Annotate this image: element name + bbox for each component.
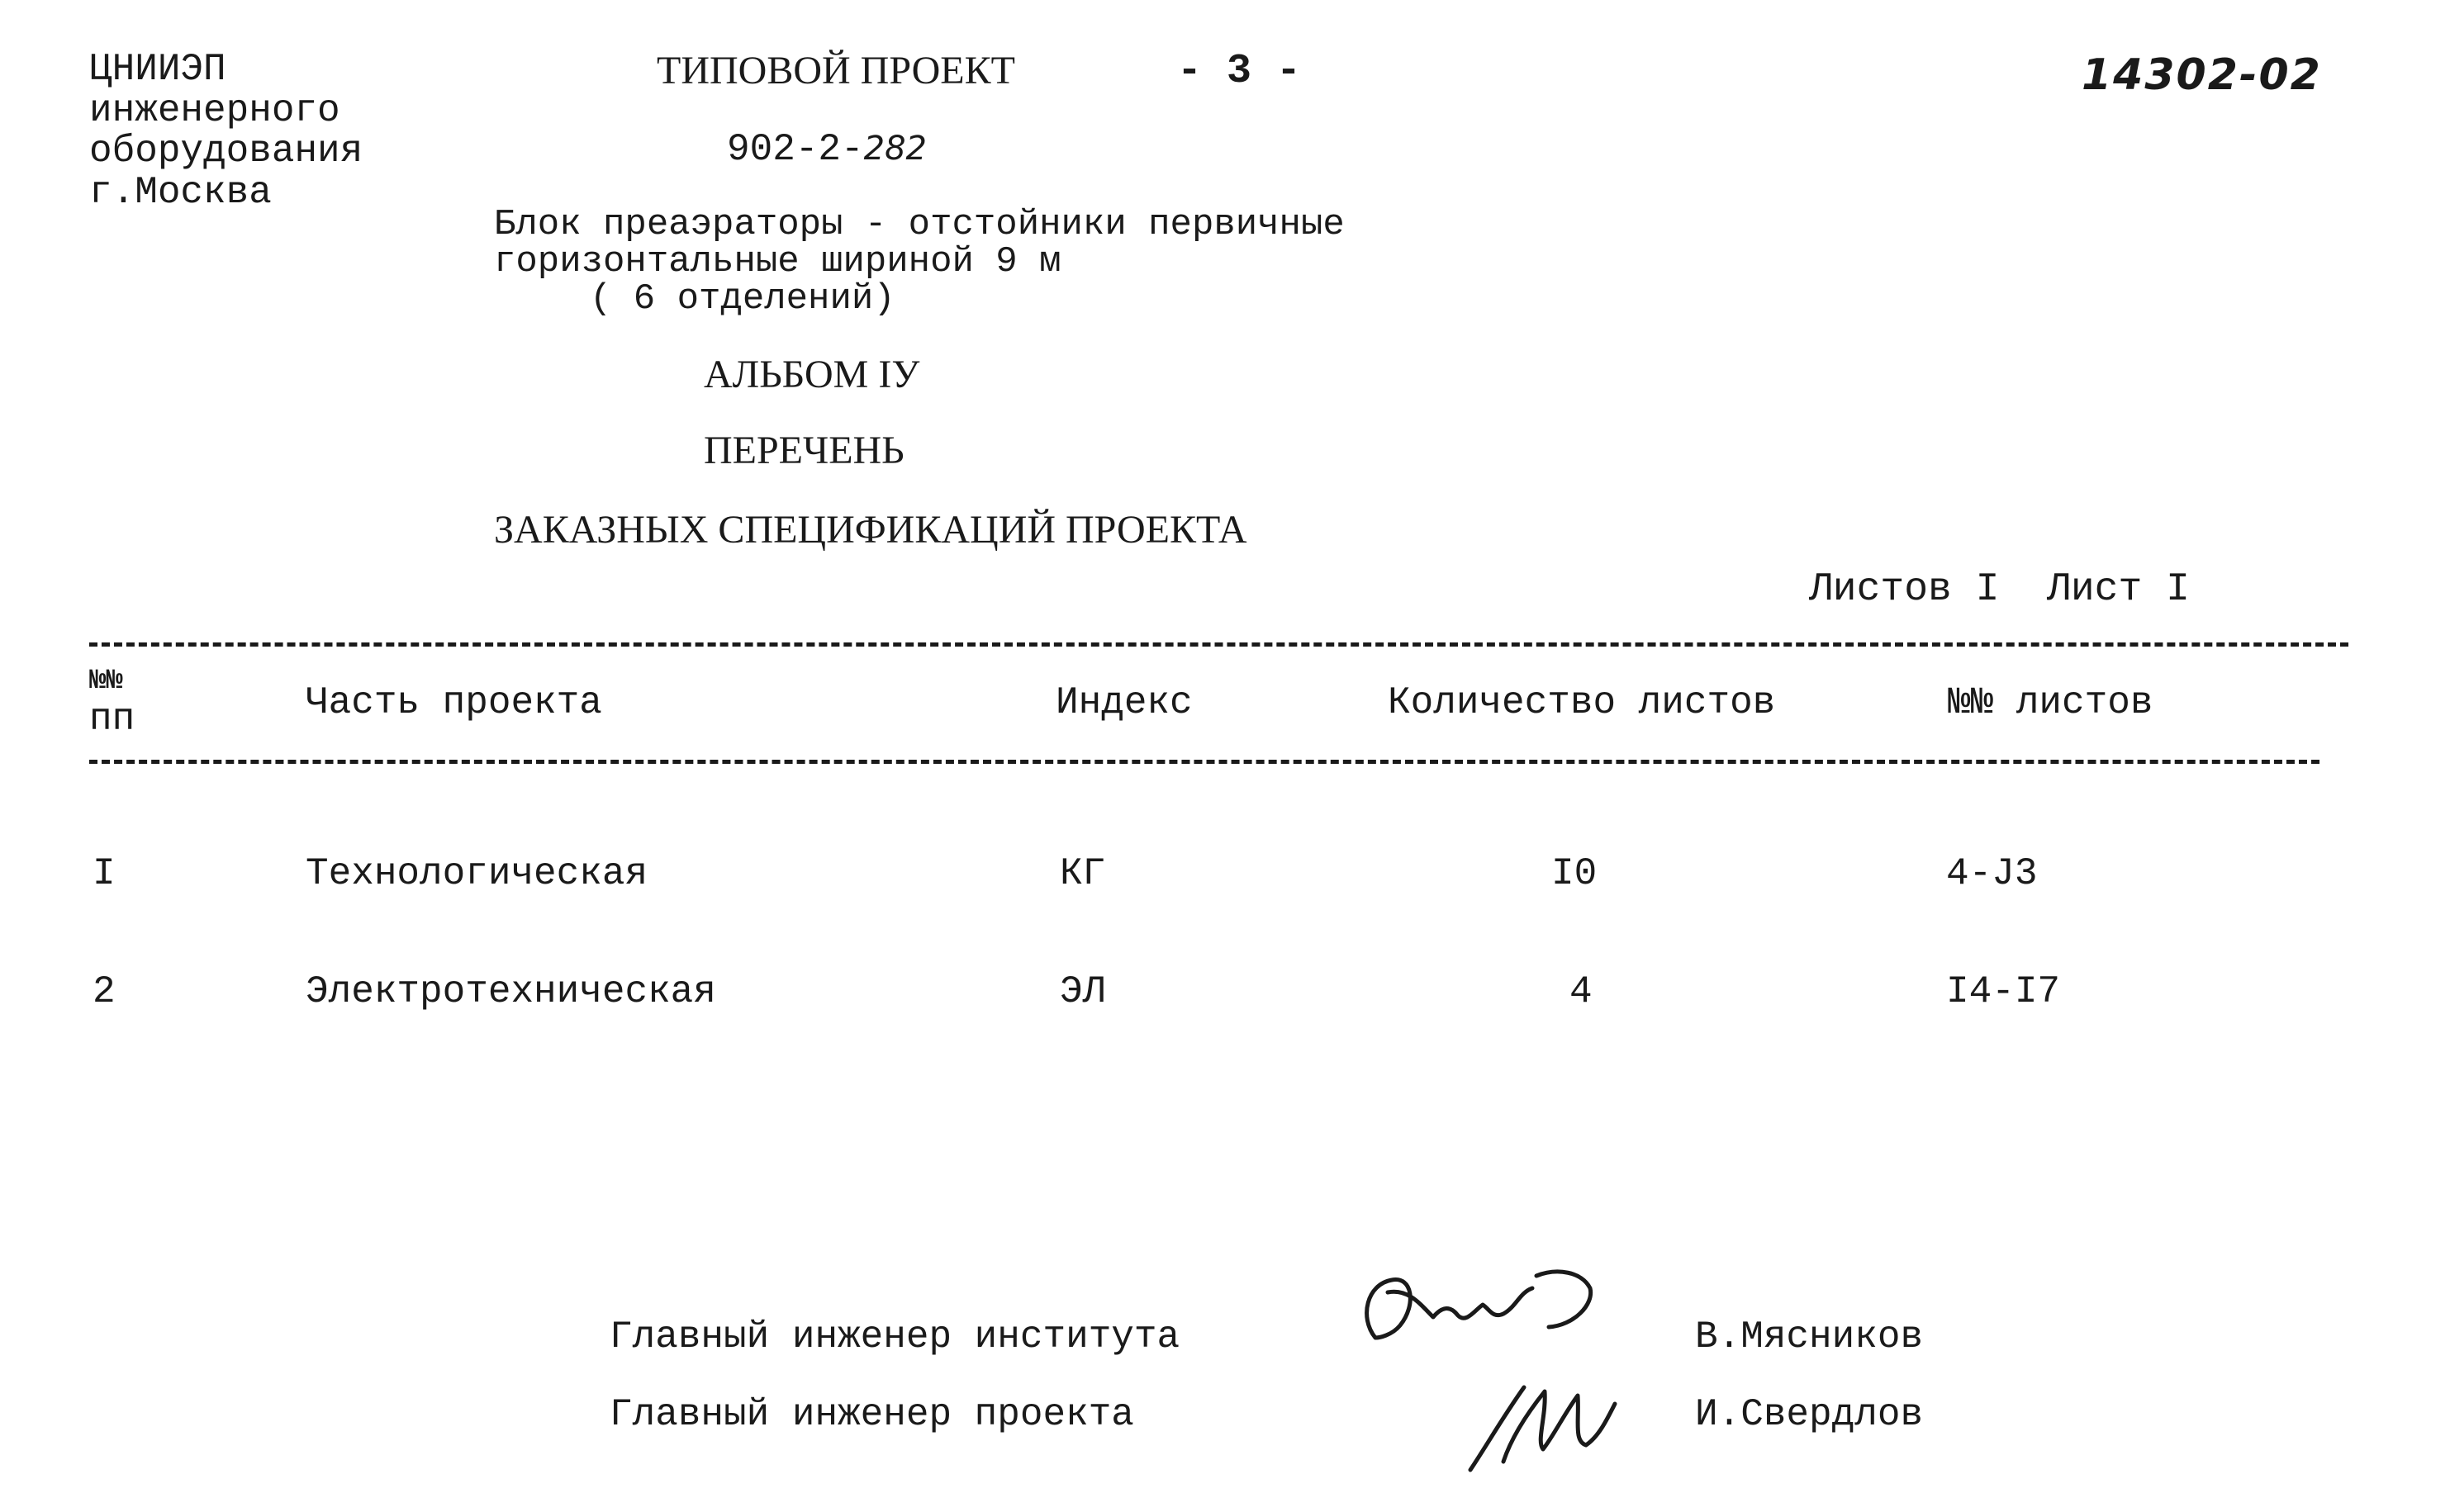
row-1-sheets: 4-J3	[1946, 852, 2038, 895]
table-header-rule	[89, 760, 2319, 764]
project-number-handwritten: 282	[863, 130, 927, 168]
signature-2-name: И.Свердлов	[1695, 1393, 1924, 1436]
table-top-rule	[89, 642, 2348, 647]
row-1-index: КГ	[1060, 852, 1106, 895]
signature-1-name: В.Мясников	[1695, 1315, 1924, 1358]
project-number	[727, 128, 927, 171]
row-1-num: I	[93, 852, 116, 895]
album-title: АЛЬБОМ IУ	[704, 353, 920, 396]
row-1-part: Технологическая	[306, 852, 648, 895]
sheets-info: Листов I Лист I	[1809, 567, 2190, 612]
header-part: Часть проекта	[306, 681, 602, 724]
organization	[89, 50, 363, 214]
header-num-line-1: №№	[89, 666, 123, 697]
org-line-4: г.Москва	[89, 171, 272, 215]
row-1-count: I0	[1551, 852, 1598, 895]
description-line-3: ( 6 отделений)	[590, 277, 895, 320]
description-line-1: Блок преаэраторы - отстойники первичные	[494, 204, 1345, 245]
row-2-part: Электротехническая	[306, 970, 716, 1013]
org-line-1: ЦНИИЭП	[89, 48, 226, 91]
header-sheets: №№ листов	[1948, 681, 2153, 724]
signature-2-role: Главный инженер проекта	[610, 1393, 1134, 1436]
header-count: Количество листов	[1388, 681, 1776, 724]
header-num	[89, 666, 135, 741]
row-2-num: 2	[93, 970, 116, 1013]
org-line-3: оборудования	[89, 130, 363, 173]
description	[494, 206, 1345, 318]
project-type: ТИПОВОЙ ПРОЕКТ	[657, 49, 1015, 92]
header-num-line-2: пп	[89, 698, 135, 741]
project-number-printed: 902-2-	[727, 128, 864, 171]
row-2-index: ЭЛ	[1060, 970, 1106, 1013]
row-2-count: 4	[1569, 970, 1593, 1013]
header-index: Индекс	[1056, 681, 1193, 724]
signature-1-role: Главный инженер института	[610, 1315, 1180, 1358]
document-code: 14302-02	[2082, 50, 2322, 100]
org-line-2: инженерного	[89, 88, 340, 132]
row-2-sheets: I4-I7	[1946, 970, 2061, 1013]
description-line-2: горизонтальные шириной 9 м	[494, 240, 1061, 282]
list-subtitle: ЗАКАЗНЫХ СПЕЦИФИКАЦИЙ ПРОЕКТА	[494, 508, 1247, 552]
signature-2-handwriting	[1454, 1371, 1644, 1478]
signature-1-handwriting	[1342, 1259, 1615, 1358]
list-title: ПЕРЕЧЕНЬ	[704, 429, 905, 472]
page-number: - 3 -	[1177, 48, 1302, 95]
